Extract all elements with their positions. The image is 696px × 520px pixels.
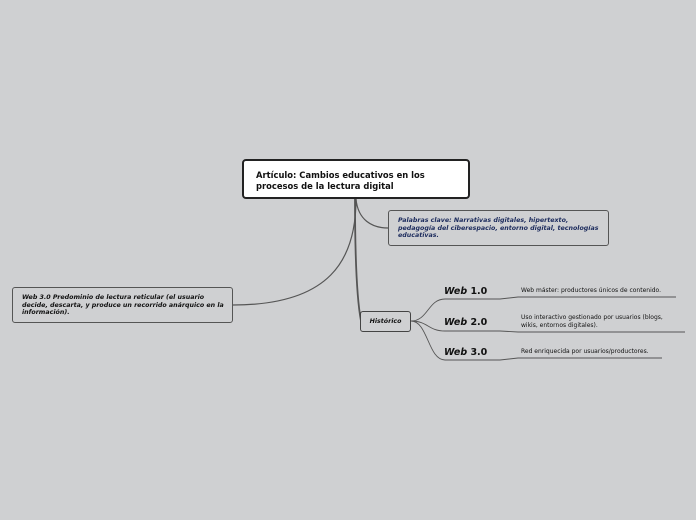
web20-version: 2.0 (470, 317, 488, 328)
web10-topic[interactable] (444, 286, 487, 297)
historico-node[interactable] (360, 311, 411, 332)
connector-root-keywords (356, 199, 388, 228)
root-topic-node[interactable] (242, 159, 470, 199)
keywords-line3: educativas. (398, 232, 439, 240)
web30-web-word: Web (444, 347, 468, 358)
keywords-node[interactable] (388, 210, 609, 246)
connector-root-web30 (233, 199, 356, 305)
web20-desc-line2: wikis, entornos digitales). (521, 321, 598, 329)
web30-description[interactable] (521, 348, 649, 356)
connector-root-historico (355, 199, 361, 321)
web30-desc-line1: Red enriquecida por usuarios/productores. (521, 348, 649, 355)
web20-topic[interactable] (444, 317, 487, 328)
web30-note-line3: información). (22, 309, 70, 317)
root-topic-line2: procesos de la lectura digital (256, 180, 394, 191)
web10-web-word: Web (444, 286, 468, 297)
web10-version: 1.0 (470, 286, 488, 297)
root-topic-line1: Artículo: Cambios educativos en los (256, 170, 425, 180)
web20-desc-line1: Uso interactivo gestionado por usuarios (blogs, (521, 314, 663, 321)
web30-version: 3.0 (470, 347, 488, 358)
web30-note-line2: decide, descarta, y produce un recorrido anárquico en la (22, 301, 224, 309)
web30-note-line1: Web 3.0 Predominio de lectura reticular (el usuario (22, 294, 205, 301)
web20-web-word: Web (444, 317, 468, 328)
web30-topic[interactable] (444, 347, 487, 358)
web10-description[interactable] (521, 287, 661, 295)
keywords-line2: pedagogía del ciberespacio, entorno digital, tecnologías (398, 224, 599, 232)
historico-label: Histórico (369, 318, 402, 325)
web30-note-node[interactable] (12, 287, 233, 323)
keywords-line1: Palabras clave: Narrativas digitales, hipertexto, (398, 217, 569, 224)
web20-description[interactable] (521, 314, 663, 329)
web10-desc-line1: Web máster: productores únicos de contenido. (521, 287, 662, 294)
